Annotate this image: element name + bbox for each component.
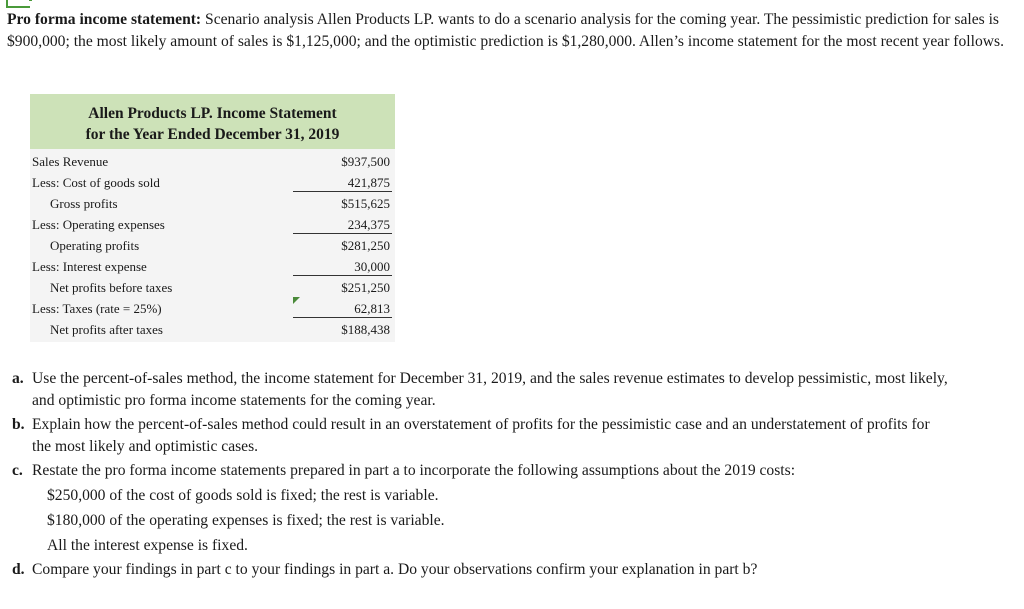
intro-text: Scenario analysis Allen Products LP. wants to do a scenario analysis for the coming year. The pessimistic prediction for sales is $900,000; the most likely amount of sales is $1,125,000; and the optimistic prediction is $1,280,000. Allen’s income statement for the most recent year follows. — [7, 11, 1004, 50]
statement-body — [30, 149, 395, 342]
row-value: 421,875 — [293, 175, 392, 192]
question-a — [12, 368, 1012, 412]
question-text-line2: the most likely and optimistic cases. — [32, 438, 259, 455]
question-d — [12, 559, 1012, 581]
question-text-line1: Use the percent-of-sales method, the income statement for December 31, 2019, and the sales revenue estimates to develop pessimistic, most likely, — [32, 370, 948, 387]
table-row — [30, 235, 395, 256]
row-value: 30,000 — [293, 259, 392, 276]
statement-title: Allen Products LP. Income Statement — [88, 105, 337, 122]
table-row — [30, 172, 395, 193]
row-label: Sales Revenue — [32, 154, 109, 169]
problem-intro — [7, 9, 1012, 53]
table-row — [30, 298, 395, 319]
row-value: $281,250 — [341, 238, 390, 253]
question-text-line1: Restate the pro forma income statements prepared in part a to incorporate the following assumptions about the 2019 costs: — [32, 462, 796, 479]
question-letter: d. — [12, 561, 25, 578]
row-value: $937,500 — [341, 154, 390, 169]
table-row — [30, 256, 395, 277]
row-value: $188,438 — [341, 322, 390, 337]
question-letter: a. — [12, 370, 24, 387]
table-row — [30, 151, 395, 172]
corner-marker — [6, 0, 30, 8]
table-row — [30, 193, 395, 214]
row-value: $251,250 — [341, 280, 390, 295]
question-text-line2: and optimistic pro forma income statements for the coming year. — [32, 392, 436, 409]
question-letter: b. — [12, 416, 25, 433]
cell-comment-indicator — [293, 297, 300, 304]
table-row — [30, 214, 395, 235]
row-label: Less: Operating expenses — [32, 217, 165, 232]
income-statement-table — [30, 94, 395, 342]
row-label: Net profits after taxes — [50, 322, 163, 337]
assumption-item: $180,000 of the operating expenses is fixed; the rest is variable. — [47, 512, 445, 529]
assumption-item: All the interest expense is fixed. — [47, 537, 248, 554]
assumption-item: $250,000 of the cost of goods sold is fixed; the rest is variable. — [47, 487, 439, 504]
question-b — [12, 414, 1012, 458]
row-label: Net profits before taxes — [50, 280, 173, 295]
row-label: Less: Cost of goods sold — [32, 175, 160, 190]
row-label: Less: Taxes (rate = 25%) — [32, 301, 162, 316]
statement-period: for the Year Ended December 31, 2019 — [85, 126, 340, 143]
row-label: Gross profits — [50, 196, 118, 211]
statement-header — [30, 94, 395, 149]
row-value: 234,375 — [293, 217, 392, 234]
row-value: $515,625 — [341, 196, 390, 211]
question-text-line1: Compare your findings in part c to your findings in part a. Do your observations confirm your explanation in part b? — [32, 561, 758, 578]
row-value: 62,813 — [293, 301, 392, 318]
intro-heading: Pro forma income statement: — [7, 11, 202, 28]
row-label: Less: Interest expense — [32, 259, 147, 274]
question-text-line1: Explain how the percent-of-sales method could result in an overstatement of profits for the pessimistic case and an understatement of profits for — [32, 416, 930, 433]
table-row — [30, 319, 395, 340]
question-letter: c. — [12, 462, 23, 479]
question-c — [12, 460, 1012, 482]
row-label: Operating profits — [50, 238, 140, 253]
table-row — [30, 277, 395, 298]
